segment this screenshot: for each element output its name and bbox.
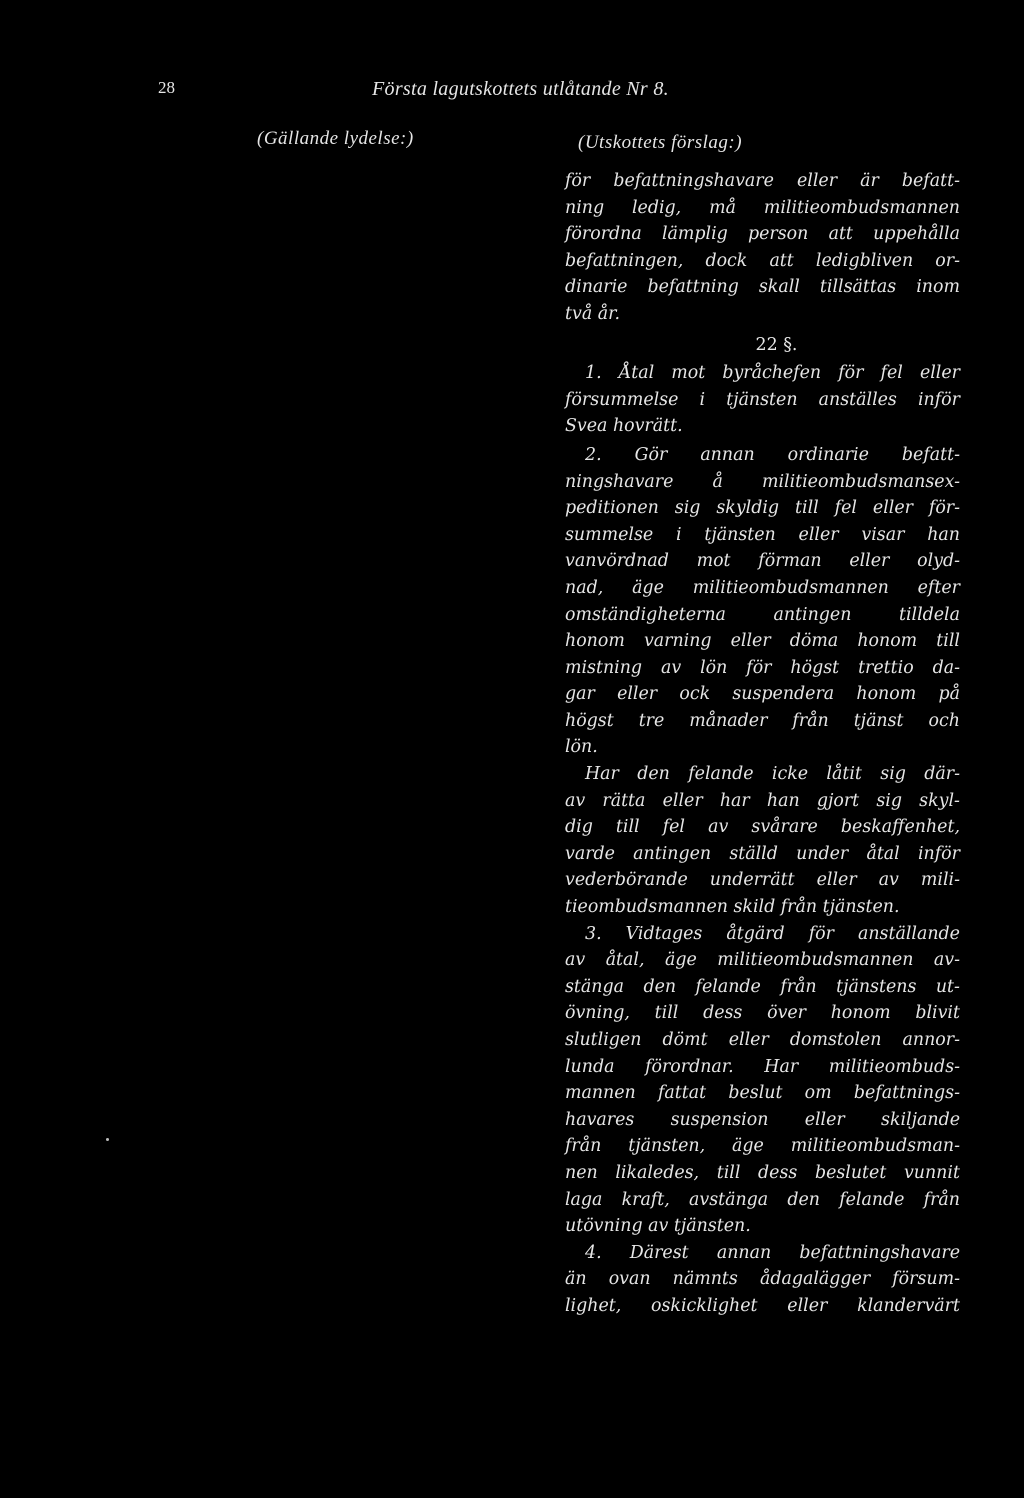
- text-line: 2. Gör annan ordinarie befatt-: [585, 444, 960, 465]
- text-line: omständigheterna antingen tilldela: [565, 604, 960, 625]
- text-line: stänga den felande från tjänstens ut-: [565, 976, 960, 997]
- text-line: 1. Åtal mot byråchefen för fel eller: [585, 363, 960, 384]
- text-line: högst tre månader från tjänst och: [565, 710, 960, 731]
- text-line: av rätta eller har han gjort sig skyl-: [565, 790, 960, 811]
- text-line: än ovan nämnts ådagalägger försum-: [565, 1269, 960, 1290]
- text-line: Har den felande icke låtit sig där-: [585, 764, 960, 785]
- text-line: dinarie befattning skall tillsättas inom: [565, 277, 960, 298]
- page-number: 28: [158, 78, 175, 97]
- running-title: Första lagutskottets utlåtande Nr 8.: [372, 78, 669, 100]
- text-line: ningshavare å militieombudsmansex-: [565, 471, 960, 492]
- text-line: ning ledig, må militieombudsmannen: [565, 197, 960, 218]
- text-line: mannen fattat beslut om befattnings-: [565, 1083, 960, 1104]
- text-line: havares suspension eller skiljande: [565, 1109, 960, 1130]
- text-line: gar eller ock suspendera honom på: [565, 684, 960, 705]
- left-column-heading: (Gällande lydelse:): [257, 128, 414, 149]
- paragraph-item-2: [565, 442, 960, 761]
- text-line: befattningen, dock att ledigbliven or-: [565, 250, 960, 271]
- paragraph-item-3: [565, 921, 960, 1240]
- text-line: för befattningshavare eller är befatt-: [565, 171, 960, 191]
- text-line: laga kraft, avstänga den felande från: [565, 1189, 960, 1210]
- text-line: lunda förordnar. Har militieombuds-: [565, 1056, 960, 1077]
- text-line: mistning av lön för högst trettio da-: [565, 657, 960, 678]
- paragraph-item-1: [565, 360, 960, 440]
- text-line: från tjänsten, äge militieombudsman-: [565, 1136, 960, 1157]
- text-line: summelse i tjänsten eller visar han: [565, 524, 960, 545]
- text-line: övning, till dess över honom blivit: [565, 1003, 960, 1024]
- right-column-text: [565, 168, 960, 1320]
- right-column-heading: (Utskottets förslag:): [578, 132, 743, 153]
- text-line: utövning av tjänsten.: [565, 1216, 751, 1237]
- section-heading: 22 §.: [755, 334, 798, 355]
- text-line: tieombudsmannen skild från tjänsten.: [565, 897, 900, 918]
- text-line: lön.: [565, 737, 598, 758]
- text-line: dig till fel av svårare beskaffenhet,: [565, 817, 960, 838]
- text-line: honom varning eller döma honom till: [565, 631, 960, 652]
- text-line: 4. Därest annan befattningshavare: [585, 1242, 960, 1263]
- text-line: Svea hovrätt.: [565, 416, 683, 437]
- paragraph-item-4: [565, 1240, 960, 1320]
- text-line: vederbörande underrätt eller av mili-: [565, 870, 960, 891]
- stray-dot: [106, 1138, 109, 1141]
- text-line: lighet, oskicklighet eller klandervärt: [565, 1295, 960, 1316]
- text-line: varde antingen ställd under åtal inför: [565, 843, 960, 864]
- text-line: två år.: [565, 303, 621, 324]
- text-line: försummelse i tjänsten anställes inför: [565, 389, 960, 410]
- text-line: förordna lämplig person att uppehålla: [565, 224, 960, 245]
- text-line: 3. Vidtages åtgärd för anställande: [585, 923, 960, 944]
- text-line: nen likaledes, till dess beslutet vunnit: [565, 1162, 960, 1183]
- text-line: vanvördnad mot förman eller olyd-: [565, 551, 960, 572]
- paragraph-continuation: [565, 168, 960, 328]
- text-line: peditionen sig skyldig till fel eller för-: [565, 498, 960, 519]
- text-line: nad, äge militieombudsmannen efter: [565, 577, 960, 598]
- paragraph-item-2-continued: [565, 761, 960, 921]
- text-line: slutligen dömt eller domstolen annor-: [565, 1030, 960, 1050]
- text-line: av åtal, äge militieombudsmannen av-: [565, 950, 960, 971]
